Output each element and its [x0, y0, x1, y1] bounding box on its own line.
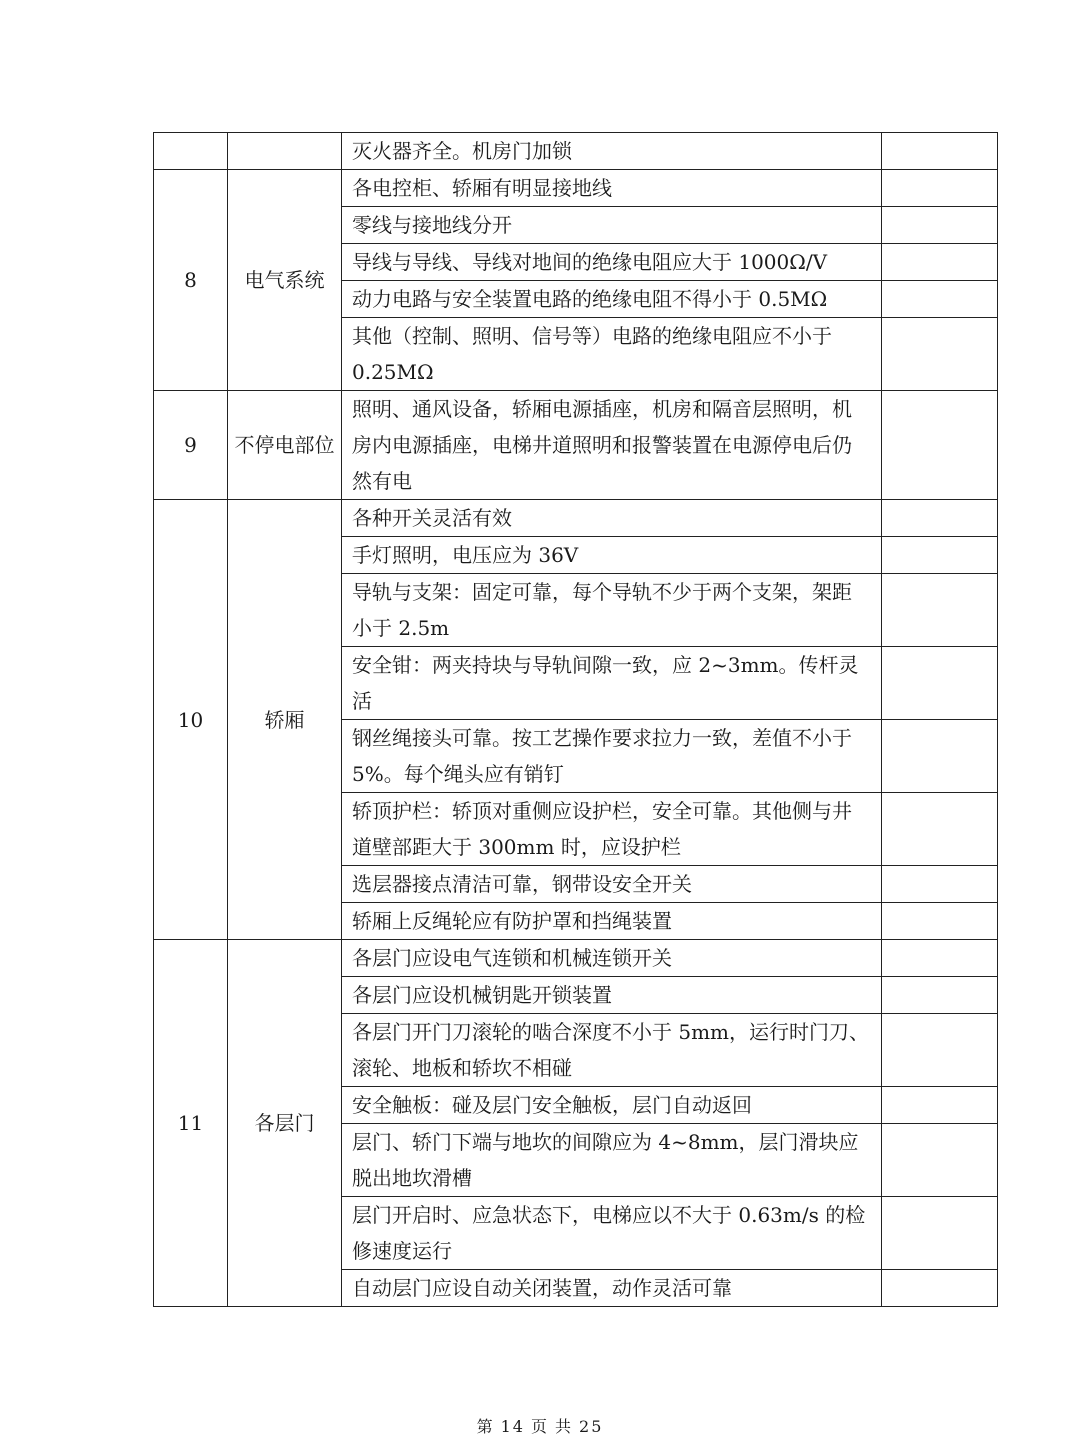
inspection-requirement: 各种开关灵活有效: [342, 500, 882, 537]
footer-mid: 页: [530, 1417, 549, 1436]
result-cell: [882, 500, 998, 537]
result-cell: [882, 537, 998, 574]
inspection-requirement: 动力电路与安全装置电路的绝缘电阻不得小于 0.5MΩ: [342, 281, 882, 318]
table-row: [154, 391, 998, 500]
table-row: [154, 500, 998, 537]
result-cell: [882, 720, 998, 793]
result-cell: [882, 1124, 998, 1197]
item-number: 11: [154, 940, 228, 1307]
table-row: [154, 170, 998, 207]
result-cell: [882, 1270, 998, 1307]
inspection-requirement: 灭火器齐全。机房门加锁: [342, 133, 882, 170]
footer-prefix: 第: [476, 1417, 495, 1436]
inspection-requirement: 自动层门应设自动关闭装置，动作灵活可靠: [342, 1270, 882, 1307]
inspection-requirement: 照明、通风设备，轿厢电源插座，机房和隔音层照明，机房内电源插座，电梯井道照明和报警装置在电源停电后仍然有电: [342, 391, 882, 500]
result-cell: [882, 281, 998, 318]
footer-total: 25: [579, 1417, 604, 1436]
item-name: 各层门: [228, 940, 342, 1307]
result-cell: [882, 1014, 998, 1087]
result-cell: [882, 133, 998, 170]
inspection-requirement: 钢丝绳接头可靠。按工艺操作要求拉力一致，差值不小于 5%。每个绳头应有销钉: [342, 720, 882, 793]
result-cell: [882, 170, 998, 207]
item-name: 不停电部位: [228, 391, 342, 500]
inspection-requirement: 各层门开门刀滚轮的啮合深度不小于 5mm，运行时门刀、滚轮、地板和轿坎不相碰: [342, 1014, 882, 1087]
item-number: 9: [154, 391, 228, 500]
item-number: 8: [154, 170, 228, 391]
footer-total-prefix: 共: [555, 1417, 574, 1436]
result-cell: [882, 647, 998, 720]
result-cell: [882, 1197, 998, 1270]
inspection-requirement: 导线与导线、导线对地间的绝缘电阻应大于 1000Ω/V: [342, 244, 882, 281]
result-cell: [882, 391, 998, 500]
item-number: 10: [154, 500, 228, 940]
result-cell: [882, 318, 998, 391]
page-footer: [0, 1414, 1080, 1437]
table-row: [154, 133, 998, 170]
item-name: 轿厢: [228, 500, 342, 940]
item-name: 电气系统: [228, 170, 342, 391]
inspection-requirement: 各电控柜、轿厢有明显接地线: [342, 170, 882, 207]
inspection-requirement: 零线与接地线分开: [342, 207, 882, 244]
inspection-requirement: 导轨与支架：固定可靠，每个导轨不少于两个支架，架距小于 2.5m: [342, 574, 882, 647]
inspection-requirement: 选层器接点清洁可靠，钢带设安全开关: [342, 866, 882, 903]
result-cell: [882, 244, 998, 281]
inspection-table: [153, 132, 998, 1307]
table-row: [154, 940, 998, 977]
inspection-requirement: 安全触板：碰及层门安全触板，层门自动返回: [342, 1087, 882, 1124]
inspection-requirement: 层门开启时、应急状态下，电梯应以不大于 0.63m/s 的检修速度运行: [342, 1197, 882, 1270]
result-cell: [882, 903, 998, 940]
result-cell: [882, 793, 998, 866]
inspection-requirement: 轿厢上反绳轮应有防护罩和挡绳装置: [342, 903, 882, 940]
table-body: [154, 133, 998, 1307]
inspection-requirement: 其他（控制、照明、信号等）电路的绝缘电阻应不小于 0.25MΩ: [342, 318, 882, 391]
result-cell: [882, 866, 998, 903]
inspection-requirement: 手灯照明，电压应为 36V: [342, 537, 882, 574]
item-number: [154, 133, 228, 170]
inspection-requirement: 安全钳：两夹持块与导轨间隙一致，应 2~3mm。传杆灵活: [342, 647, 882, 720]
footer-page-number: 14: [500, 1417, 525, 1436]
result-cell: [882, 207, 998, 244]
result-cell: [882, 574, 998, 647]
result-cell: [882, 940, 998, 977]
result-cell: [882, 1087, 998, 1124]
inspection-requirement: 层门、轿门下端与地坎的间隙应为 4~8mm，层门滑块应脱出地坎滑槽: [342, 1124, 882, 1197]
result-cell: [882, 977, 998, 1014]
inspection-requirement: 轿顶护栏：轿顶对重侧应设护栏，安全可靠。其他侧与井道壁部距大于 300mm 时，应设护栏: [342, 793, 882, 866]
inspection-requirement: 各层门应设机械钥匙开锁装置: [342, 977, 882, 1014]
inspection-requirement: 各层门应设电气连锁和机械连锁开关: [342, 940, 882, 977]
item-name: [228, 133, 342, 170]
